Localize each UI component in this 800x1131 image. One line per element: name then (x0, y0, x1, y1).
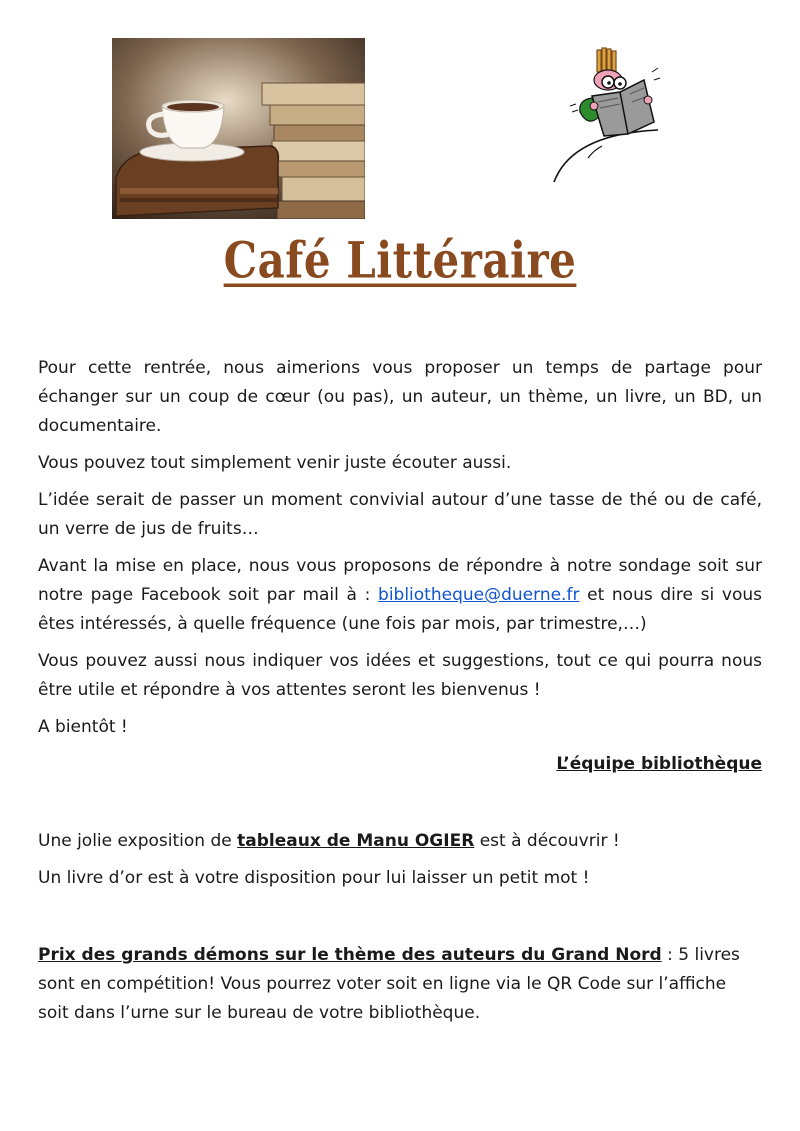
page-title: Café Littéraire (223, 231, 577, 290)
spacer (38, 901, 762, 941)
suggestions-paragraph: Vous pouvez aussi nous indiquer vos idées et suggestions, tout ce qui pourra nous être utile et répondre à vos attentes seront les bienvenus ! (38, 651, 762, 700)
coffee-books-icon (112, 38, 365, 219)
survey-text-before: Avant la mise en place, nous vous proposons de répondre à notre sondage soit sur notre page Facebook soit par mail à : (38, 556, 762, 605)
exhibition-text-before: Une jolie exposition de (38, 831, 238, 851)
main-content (38, 354, 762, 1036)
exhibition-text-after: est à découvrir ! (474, 831, 620, 851)
spacer (38, 787, 762, 827)
listen-paragraph: Vous pouvez tout simplement venir juste écouter aussi. (38, 453, 512, 473)
see-you-paragraph: A bientôt ! (38, 717, 128, 737)
survey-paragraph (38, 552, 762, 639)
email-link[interactable]: bibliotheque@duerne.fr (378, 585, 580, 605)
survey-text-after: et nous dire si vous êtes intéressés, à quelle fréquence (une fois par mois, par trimestre,…) (38, 585, 762, 634)
coffee-books-photo (112, 38, 365, 219)
guestbook-paragraph: Un livre d’or est à votre disposition pour lui laisser un petit mot ! (38, 868, 590, 888)
page-title-wrapper (0, 231, 800, 290)
prize-text: : 5 livres sont en compétition! Vous pourrez voter soit en ligne via le QR Code sur l’affiche soit dans l’urne sur le bureau de votre bibliothèque. (38, 945, 740, 1023)
prize-title: Prix des grands démons sur le thème des auteurs du Grand Nord (38, 945, 662, 965)
signature: L’équipe bibliothèque (556, 754, 762, 774)
exhibition-paragraph (38, 827, 762, 856)
intro-paragraph: Pour cette rentrée, nous aimerions vous proposer un temps de partage pour échanger sur un coup de cœur (ou pas), un auteur, un thème, un livre, un BD, un documentaire. (38, 358, 762, 436)
reader-icon (548, 46, 664, 186)
prize-paragraph (38, 941, 762, 1028)
reading-character-illustration (548, 46, 664, 186)
exhibition-artist: tableaux de Manu OGIER (237, 831, 475, 851)
convivial-paragraph: L’idée serait de passer un moment convivial autour d’une tasse de thé ou de café, un verre de jus de fruits… (38, 490, 762, 539)
